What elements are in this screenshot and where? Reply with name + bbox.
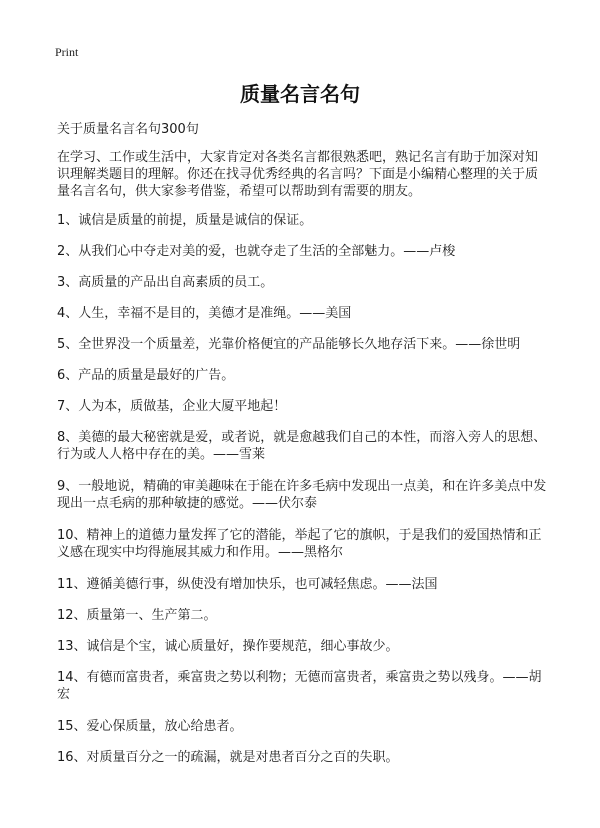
quote-item: 12、质量第一、生产第二。 [57,608,217,623]
page-title: 质量名言名句 [240,82,360,106]
quote-item: 7、人为本，质做基，企业大厦平地起！ [57,399,287,414]
quote-item: 16、对质量百分之一的疏漏，就是对患者百分之百的失职。 [57,750,399,765]
quote-item: 1、诚信是质量的前提，质量是诚信的保证。 [57,213,313,228]
print-link[interactable]: Print [55,45,79,59]
quote-item: 9、一般地说，精确的审美趣味在于能在许多毛病中发现出一点美，和在许多美点中发现出一点毛病的那种敏捷的感觉。——伏尔泰 [57,479,547,511]
quote-item: 8、美德的最大秘密就是爱，或者说，就是愈越我们自己的本性，而溶入旁人的思想、行为或人人格中存在的美。——雪莱 [57,430,547,462]
quote-item: 10、精神上的道德力量发挥了它的潜能，举起了它的旗帜，于是我们的爱国热情和正义感在现实中均得施展其威力和作用。——黑格尔 [57,528,542,560]
intro-paragraph: 在学习、工作或生活中，大家肯定对各类名言都很熟悉吧，熟记名言有助于加深对知识理解类题目的理解。你还在找寻优秀经典的名言吗？下面是小编精心整理的关于质量名言名句，供大家参考借鉴，希望可以帮助到有需要的朋友。 [57,150,539,199]
quote-item: 2、从我们心中夺走对美的爱，也就夺走了生活的全部魅力。——卢梭 [57,244,456,259]
quote-item: 6、产品的质量是最好的广告。 [57,368,235,383]
quote-item: 5、全世界没一个质量差，光靠价格便宜的产品能够长久地存活下来。——徐世明 [57,337,521,352]
quote-item: 13、诚信是个宝，诚心质量好，操作要规范，细心事故少。 [57,639,399,654]
quote-item: 14、有德而富贵者，乘富贵之势以利物；无德而富贵者，乘富贵之势以残身。——胡宏 [57,670,542,702]
quote-item: 15、爱心保质量，放心给患者。 [57,719,243,734]
quote-item: 3、高质量的产品出自高素质的员工。 [57,275,274,290]
document-body [57,121,549,780]
quote-item: 11、遵循美德行事，纵使没有增加快乐，也可减轻焦虑。——法国 [57,577,438,592]
document-subtitle: 关于质量名言名句300句 [57,122,199,137]
quote-item: 4、人生，幸福不是目的，美德才是准绳。——美国 [57,306,352,321]
